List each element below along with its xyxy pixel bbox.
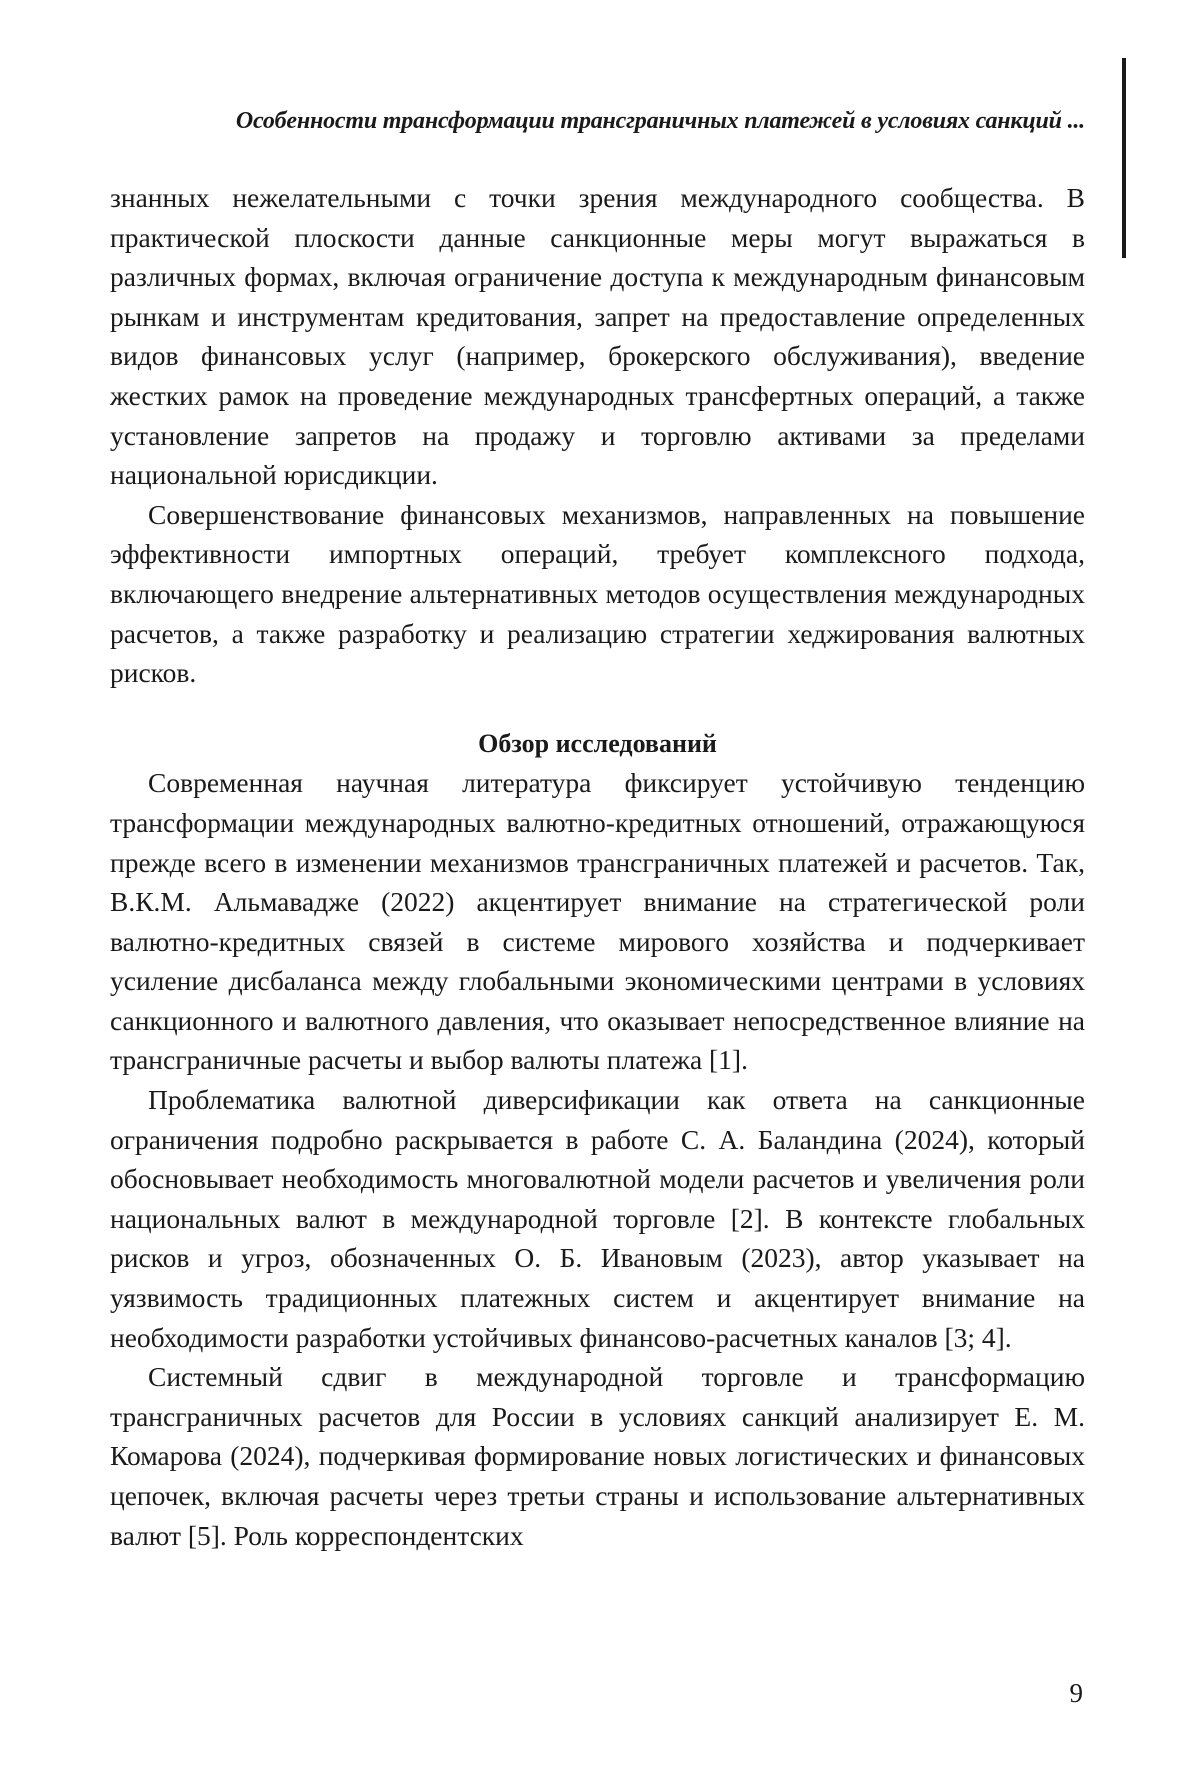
main-text (110, 178, 1085, 1555)
paragraph-3: Современная научная литература фиксирует устойчивую тенденцию трансформации международных валютно-кредитных отношений, отра­жающуюся прежде всего в изменении механизмов трансграничных пла­тежей и расчетов. Так, В.К.М. Альмавадже (2022) акцентирует внимание на стратегической роли валютно-кредитных связей в системе мирового хозяйства и подчеркивает усиление дисбаланса между глобальными экономическими центрами в условиях санкционного и валютного дав­ления, что оказывает непосредственное влияние на трансграничные расчеты и выбор валюты платежа [1]. (110, 763, 1085, 1080)
page-number: 9 (1070, 1678, 1084, 1709)
paragraph-1: знанных нежелательными с точки зрения международного сообщества. В практической плоскости данные санкционные меры могут выражаться в различных формах, включая ограничение доступа к международным финансовым рынкам и инструментам кредитования, запрет на предо­ставление определенных видов финансовых услуг (например, брокерского обслуживания), введение жестких рамок на проведение международных трансфертных операций, а также установление запретов на продажу и торговлю активами за пределами национальной юрисдикции. (110, 178, 1085, 495)
section-heading: Обзор исследований (110, 724, 1085, 764)
paragraph-2: Совершенствование финансовых механизмов, направленных на по­вышение эффективности импортных операций, требует комплексного подхода, включающего внедрение альтернативных методов осуществления международных расчетов, а также разработку и реализацию стратегии хеджирования валютных рисков. (110, 495, 1085, 693)
margin-rule (1122, 58, 1126, 258)
paragraph-4: Проблематика валютной диверсификации как ответа на санкционные ограничения подробно раскрывается в работе С. А. Баландина (2024), который обосновывает необходимость многовалютной модели расчетов и увеличения роли национальных валют в международной торговле [2]. В контексте глобальных рисков и угроз, обозначенных О. Б. Ивановым (2023), автор указывает на уязвимость традиционных платежных систем и акцентирует внимание на необходимости разработки устойчивых финансово-расчетных каналов [3; 4]. (110, 1080, 1085, 1357)
running-title: Особенности трансформации трансграничных платежей в условиях санкций ... (110, 108, 1085, 135)
paragraph-5: Системный сдвиг в международной торговле и трансформацию трансграничных расчетов для России в условиях санкций анализирует Е. М. Комарова (2024), подчеркивая формирование новых логистиче­ских и финансовых цепочек, включая расчеты через третьи страны и использование альтернативных валют [5]. Роль корреспондентских (110, 1357, 1085, 1555)
